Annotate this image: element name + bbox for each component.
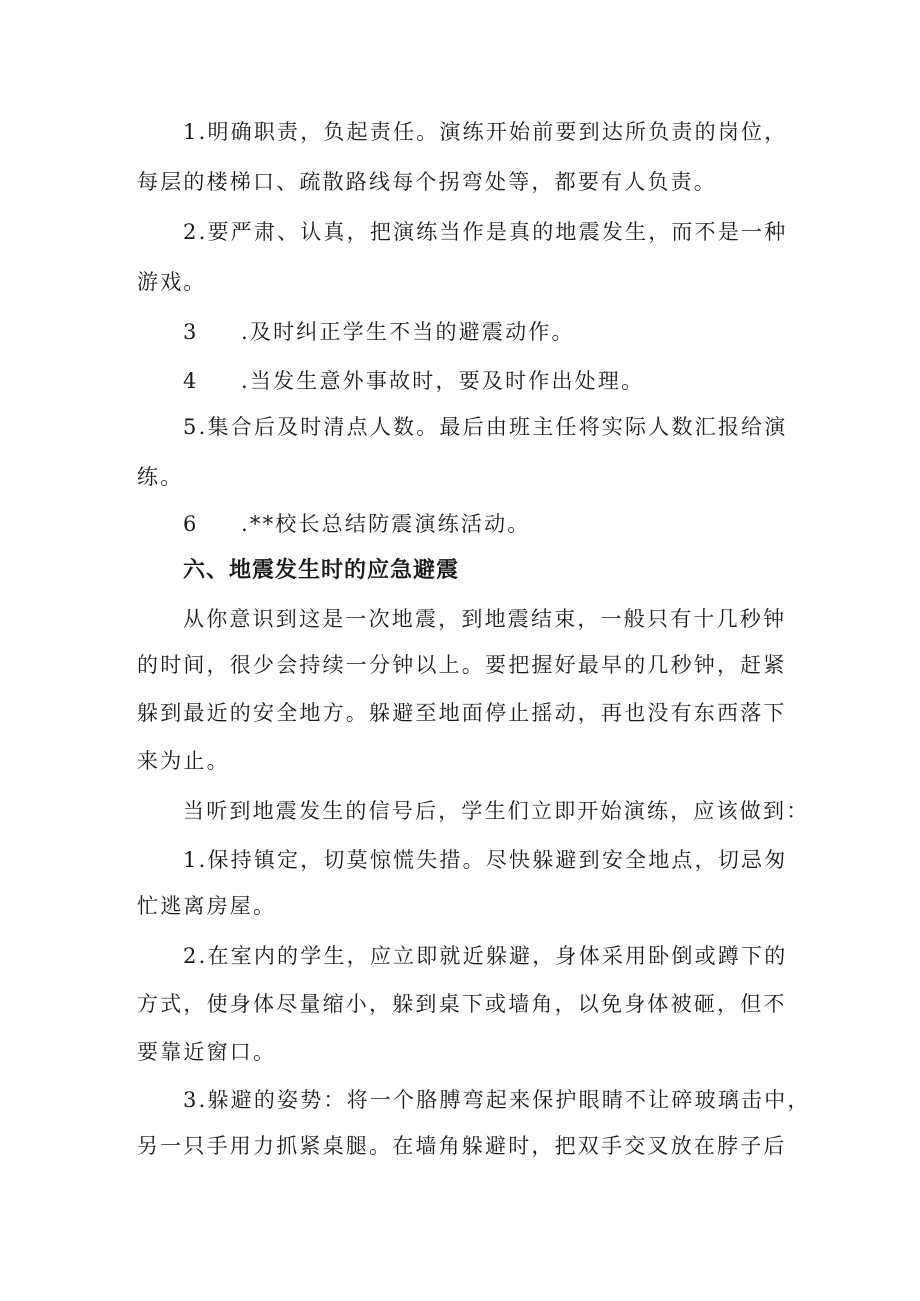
list-item-2-line-1 (0, 217, 920, 247)
list-item-1-line-1 (0, 117, 920, 147)
paragraph-text: 来为止。 (137, 749, 230, 773)
response-item-1-line-2 (0, 891, 920, 921)
list-item-number: 3 (183, 1088, 199, 1112)
list-item-text: 要靠近窗口。 (137, 1040, 277, 1064)
list-item-text: 方式，使身体尽量缩小，躲到桌下或墙角，以免身体被砸，但不 (137, 992, 787, 1016)
intro-paragraph-line-2 (0, 650, 920, 680)
intro-paragraph-line-1 (0, 604, 920, 634)
response-item-2-line-2 (0, 989, 920, 1019)
list-item-text: .保持镇定，切莫惊慌失措。尽快躲避到安全地点，切忌匆 (198, 848, 788, 872)
list-item-number: 1 (183, 120, 199, 144)
list-item-text: 忙逃离房屋。 (137, 894, 277, 918)
list-item-text: .**校长总结防震演练活动。 (241, 512, 531, 536)
list-item-number: 2 (183, 944, 199, 968)
list-item-number: 5 (183, 415, 199, 439)
list-item-6 (0, 509, 920, 539)
list-item-text: .当发生意外事故时，要及时作出处理。 (241, 369, 645, 393)
list-item-text: 练。 (137, 465, 184, 489)
section-heading: 六、地震发生时的应急避震 (183, 558, 460, 583)
response-item-2-line-1 (0, 941, 920, 971)
list-item-number: 4 (183, 369, 199, 393)
list-item-3 (0, 317, 920, 347)
list-item-text: .明确职责，负起责任。演练开始前要到达所负责的岗位， (198, 120, 788, 144)
list-item-text: .及时纠正学生不当的避震动作。 (241, 320, 575, 344)
list-item-text: .要严肃、认真，把演练当作是真的地震发生，而不是一种 (198, 220, 788, 244)
list-item-4 (0, 366, 920, 396)
list-item-text: .集合后及时清点人数。最后由班主任将实际人数汇报给演 (198, 415, 788, 439)
list-item-text: 另一只手用力抓紧桌腿。在墙角躲避时，把双手交叉放在脖子后 (137, 1134, 787, 1158)
list-item-number: 3 (183, 320, 199, 344)
list-item-2-line-2 (0, 267, 920, 297)
list-item-text: .躲避的姿势：将一个胳膊弯起来保护眼睛不让碎玻璃击中， (198, 1088, 811, 1112)
intro-paragraph-line-3 (0, 698, 920, 728)
response-item-2-line-3 (0, 1037, 920, 1067)
response-item-1-line-1 (0, 845, 920, 875)
response-item-3-line-2 (0, 1131, 920, 1161)
list-item-number: 1 (183, 848, 199, 872)
list-item-number: 2 (183, 220, 199, 244)
list-item-5-line-2 (0, 462, 920, 492)
intro-paragraph-line-4 (0, 746, 920, 776)
signal-sentence (0, 796, 920, 826)
paragraph-text: 从你意识到这是一次地震，到地震结束，一般只有十几秒钟 (183, 607, 787, 631)
list-item-number: 6 (183, 512, 199, 536)
response-item-3-line-1 (0, 1085, 920, 1115)
list-item-text: 游戏。 (137, 270, 207, 294)
paragraph-text: 躲到最近的安全地方。躲避至地面停止摇动，再也没有东西落下 (137, 701, 787, 725)
paragraph-text: 当听到地震发生的信号后，学生们立即开始演练，应该做到： (183, 799, 810, 823)
paragraph-text: 的时间，很少会持续一分钟以上。要把握好最早的几秒钟，赶紧 (137, 653, 787, 677)
list-item-text: .在室内的学生，应立即就近躲避，身体采用卧倒或蹲下的 (198, 944, 788, 968)
list-item-1-line-2 (0, 167, 920, 197)
list-item-text: 每层的楼梯口、疏散路线每个拐弯处等，都要有人负责。 (137, 170, 717, 194)
list-item-5-line-1 (0, 412, 920, 442)
